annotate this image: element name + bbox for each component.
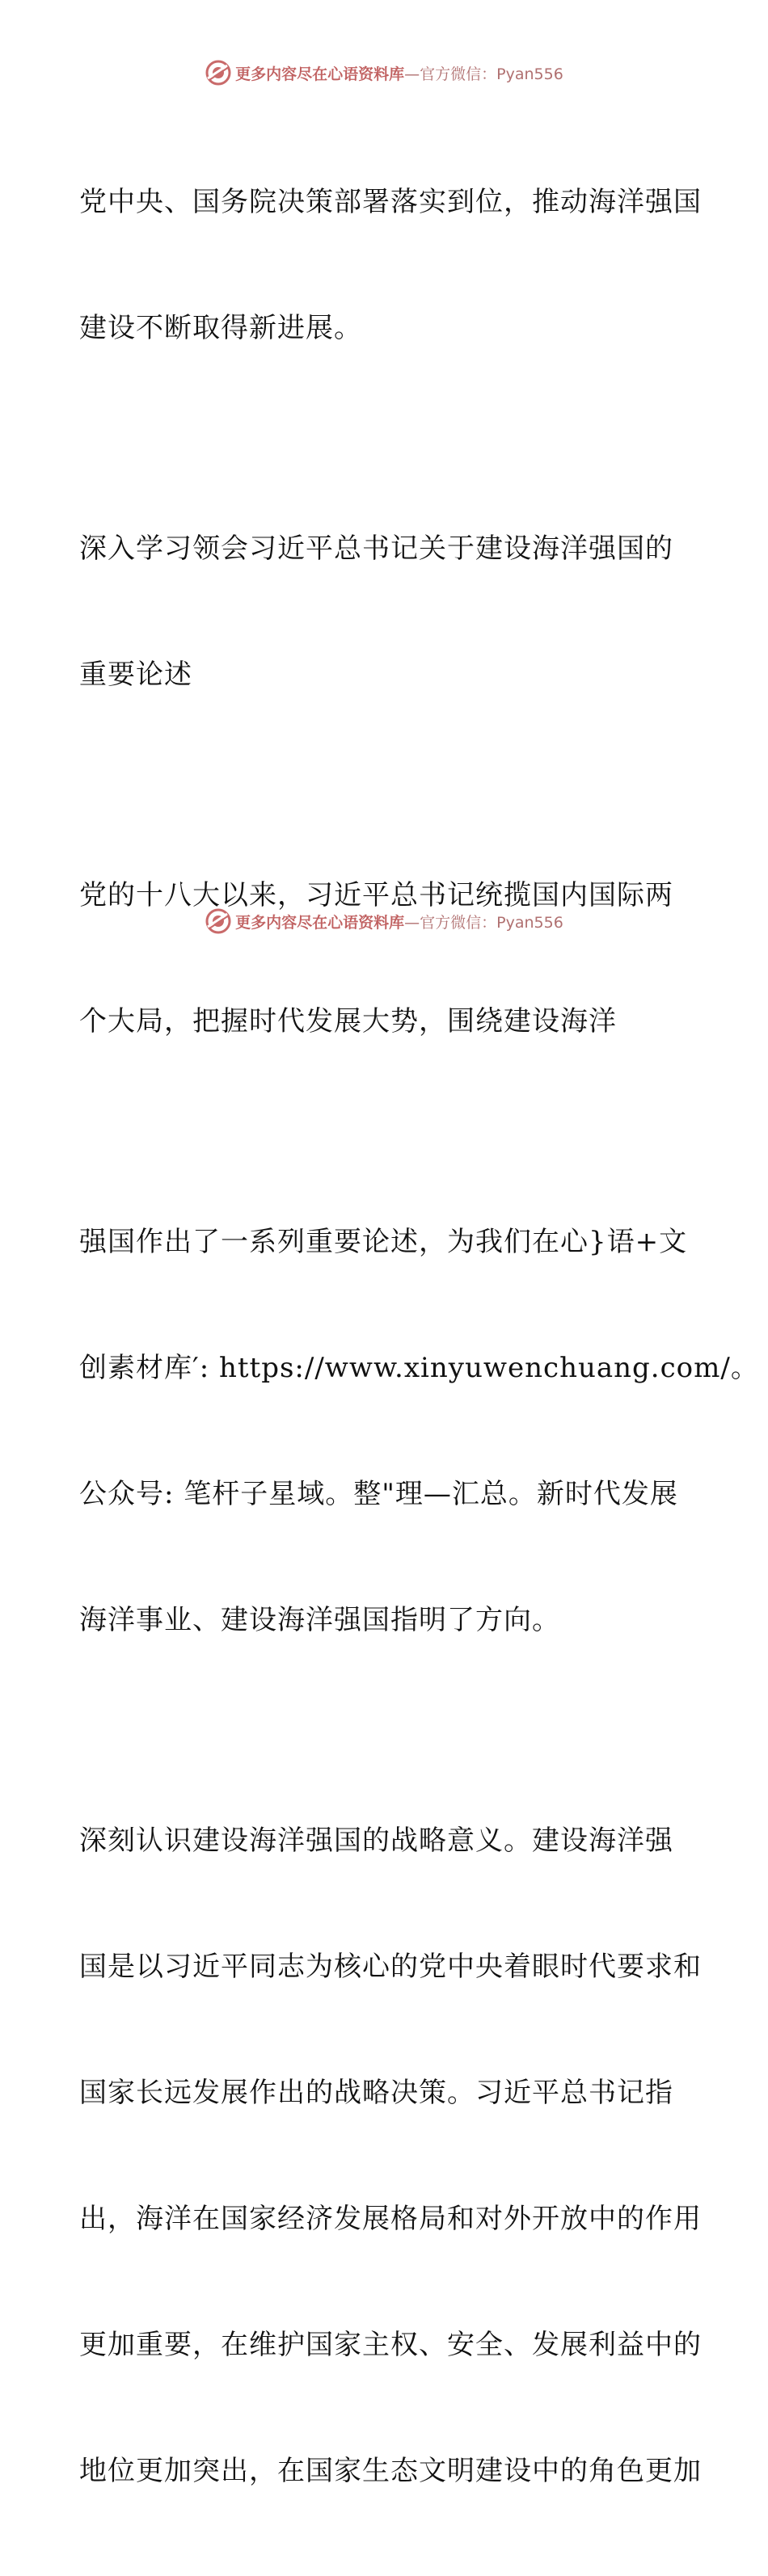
watermark-text <box>235 62 563 84</box>
text-line: 公众号: 笔杆子星域。整"理—汇总。新时代发展 <box>79 1478 678 1510</box>
text-line: 地位更加突出，在国家生态文明建设中的角色更加 <box>79 2455 702 2487</box>
text-line: 深刻认识建设海洋强国的战略意义。建设海洋强 <box>79 1825 673 1857</box>
text-line: 出，海洋在国家经济发展格局和对外开放中的作用 <box>79 2203 702 2235</box>
watermark-contact: —官方微信：Pyan556 <box>404 913 563 932</box>
document-body <box>79 97 759 2576</box>
seal-logo-icon <box>205 59 232 86</box>
text-line: 国是以习近平同志为核心的党中央着眼时代要求和 <box>79 1951 702 1983</box>
text-line: 深入学习领会习近平总书记关于建设海洋强国的 <box>79 532 673 565</box>
text-line: 更加重要，在维护国家主权、安全、发展利益中的 <box>79 2329 702 2361</box>
header-watermark <box>0 58 768 87</box>
section-heading <box>79 444 694 780</box>
text-line: 国家长远发展作出的战略决策。习近平总书记指 <box>79 2077 673 2109</box>
paragraph-1 <box>79 97 702 433</box>
text-line: 建设不断取得新进展。 <box>79 312 362 344</box>
text-line: 强国作出了一系列重要论述，为我们在心}语+文 <box>79 1226 688 1258</box>
text-line: 重要论述 <box>79 659 192 691</box>
seal-logo-icon <box>205 907 232 935</box>
paragraph-3 <box>79 790 694 1126</box>
footer-watermark <box>0 907 768 936</box>
watermark-text <box>235 911 563 932</box>
text-line: 个大局，把握时代发展大势，围绕建设海洋 <box>79 1005 617 1038</box>
watermark-title: 更多内容尽在心语资料库 <box>235 913 405 932</box>
text-line: 党的十八大以来，习近平总书记统揽国内国际两 <box>79 879 673 911</box>
text-line: 党中央、国务院决策部署落实到位，推动海洋强国 <box>79 186 702 218</box>
text-line: 海洋事业、建设海洋强国指明了方向。 <box>79 1604 560 1636</box>
paragraph-5 <box>79 1736 702 2576</box>
watermark-title: 更多内容尽在心语资料库 <box>235 65 405 83</box>
text-line: 创素材库′: https://www.xinyuwenchuang.com/。 <box>79 1352 759 1384</box>
paragraph-4 <box>79 1137 759 1725</box>
watermark-contact: —官方微信：Pyan556 <box>404 65 563 83</box>
